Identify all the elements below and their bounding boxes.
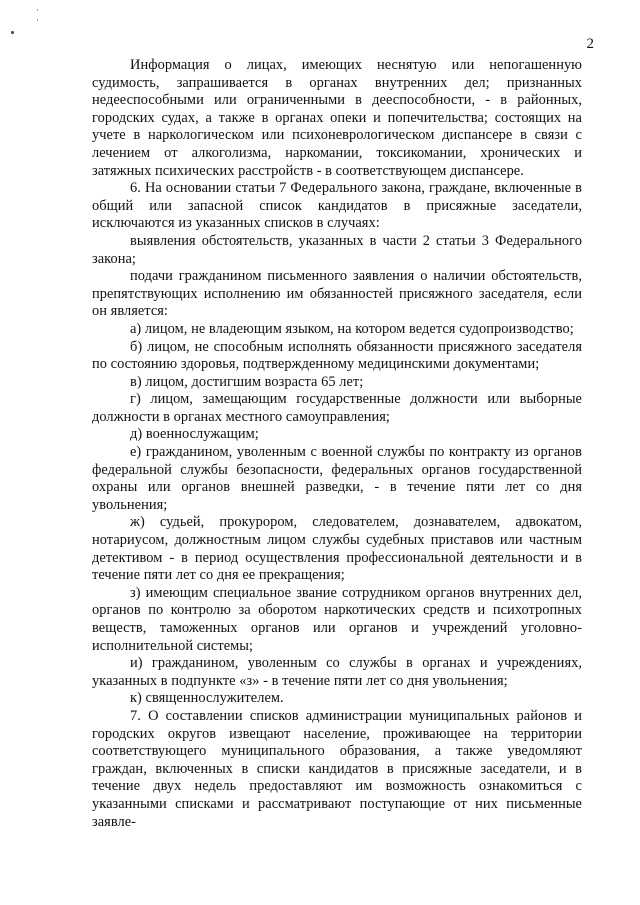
- list-item-g: г) лицом, замещающим государственные должности или выборные должности в органах местного самоуправления;: [92, 391, 582, 425]
- paragraph-circumstances: выявления обстоятельств, указанных в части 2 статьи 3 Федерального закона;: [92, 232, 582, 267]
- list-item-e: е) гражданином, уволенным с военной службы по контракту из органов федеральной службы безопасности, федеральных органов государственной охраны или органов внешней разведки, - в течение пяти лет со дня увольнения;: [92, 444, 582, 513]
- list-item-z: з) имеющим специальное звание сотрудником органов внутренних дел, органов по контролю за оборотом наркотических средств и психотропных веществ, таможенных органов или органов и учреждений уголовно-исполнительной системы;: [92, 584, 582, 654]
- list-item-b: б) лицом, не способным исполнять обязанности присяжного заседателя по состоянию здоровья, подтвержденному медицинскими документами;: [92, 338, 582, 373]
- scan-speck: [37, 9, 38, 11]
- document-body: [92, 57, 582, 831]
- list-item-d: д) военнослужащим;: [130, 426, 259, 443]
- paragraph-info-sources: Информация о лицах, имеющих неснятую или непогашенную судимость, запрашивается в органах внутренних дел; признанных недееспособными или ограниченными в дееспособности, - в районных, городских судах, а также в органах опеки и попечительства; состоящих на учете в наркологическом или психоневрологическом диспансере в связи с лечением от алкоголизма, наркомании, токсикомании, хронических и затяжных психических расстройств - в соответствующем диспансере.: [92, 57, 582, 179]
- paragraph-item-6: 6. На основании статьи 7 Федерального закона, граждане, включенные в общий или запасной список кандидатов в присяжные заседатели, исключаются из указанных списков в случаях:: [92, 180, 582, 232]
- page-number: 2: [586, 36, 594, 52]
- list-item-a: а) лицом, не владеющим языком, на котором ведется судопроизводство;: [130, 320, 574, 337]
- list-item-k: к) священнослужителем.: [130, 690, 284, 707]
- list-item-v: в) лицом, достигшим возраста 65 лет;: [130, 373, 364, 390]
- list-item-zh: ж) судьей, прокурором, следователем, дознавателем, адвокатом, нотариусом, должностным лицом службы судебных приставов или частным детективом - в период осуществления профессиональной деятельности и в течение пяти лет со дня ее прекращения;: [92, 514, 582, 584]
- scan-speck: [37, 19, 38, 21]
- scan-speck: [11, 31, 14, 34]
- paragraph-item-7: 7. О составлении списков администрации муниципальных районов и городских округов извещают население, проживающее на территории соответствующего муниципального образования, а также уведомляют граждан, включенных в списки кандидатов в присяжные заседатели, и в течение двух недель предоставляют им возможность ознакомиться с указанными списками и рассматривают поступающие от них письменные заявле-: [92, 707, 582, 830]
- paragraph-application: подачи гражданином письменного заявления о наличии обстоятельств, препятствующих исполнению им обязанностей присяжного заседателя, если он является:: [92, 268, 582, 320]
- list-item-i: и) гражданином, уволенным со службы в органах и учреждениях, указанных в подпункте «з» - в течение пяти лет со дня увольнения;: [92, 655, 582, 689]
